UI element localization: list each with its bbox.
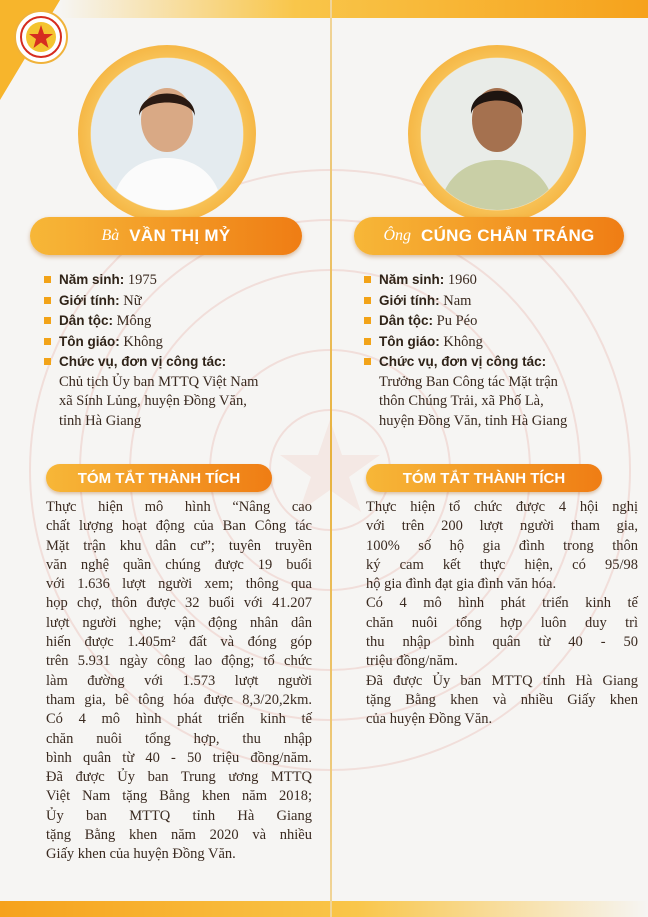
info-row: Giới tính: Nữ <box>44 291 314 312</box>
position-line: Trưởng Ban Công tác Mặt trận <box>379 373 558 390</box>
honorific: Bà <box>101 227 120 244</box>
position-line: tỉnh Hà Giang <box>59 412 142 429</box>
bullet-icon <box>364 358 371 365</box>
info-row: Năm sinh: 1975 <box>44 270 314 291</box>
info-row: Giới tính: Nam <box>364 291 634 312</box>
achievements-text: Thực hiện mô hình “Nâng cao chất lượng hoạt động của Ban Công tác Mặt trận khu dân cư”; tuyên truyền văn nghệ quần chúng được 19 buổi với 1.636 lượt người xem; thông qua họp chợ, thôn được 32 buổi với 41.207 lượt người nghe; vận động nhân dân hiến được 1.405m² đất và đóng góp trên 5.931 ngày công lao động; tổ chức làm đường với 1.573 lượt người tham gia, bê tông hóa được 8,3/20,2km. Có 4 mô hình phát triển kinh tế chăn nuôi tổng hợp, thu nhập bình quân từ 40 - 50 triệu đồng/năm. Đã được Ủy ban Trung ương MTTQ Việt Nam tặng Bằng khen năm 2018; Ủy ban MTTQ tỉnh Hà Giang tặng Bằng khen năm 2020 và nhiều Giấy khen của huyện Đồng Văn. <box>46 499 312 863</box>
info-row: Năm sinh: 1960 <box>364 270 634 291</box>
front-emblem-logo <box>14 10 68 64</box>
info-row: Tôn giáo: Không <box>44 332 314 353</box>
name-banner <box>354 217 624 255</box>
portrait-frame <box>408 45 586 223</box>
info-row: Dân tộc: Mông <box>44 311 314 332</box>
achievements-title: TÓM TẮT THÀNH TÍCH <box>366 464 602 492</box>
info-row: Tôn giáo: Không <box>364 332 634 353</box>
position-line: huyện Đồng Văn, tỉnh Hà Giang <box>379 412 568 429</box>
personal-info <box>364 270 634 431</box>
bullet-icon <box>364 338 371 345</box>
bullet-icon <box>364 317 371 324</box>
position-line: xã Sính Lủng, huyện Đồng Văn, <box>59 393 247 409</box>
person-name: VẦN THỊ MỶ <box>129 226 231 245</box>
top-decorative-bar <box>60 0 648 18</box>
person-name: CÚNG CHẲN TRÁNG <box>421 226 595 245</box>
position-line: Chủ tịch Ủy ban MTTQ Việt Nam <box>59 373 259 390</box>
position-line: thôn Chúng Trải, xã Phố Là, <box>379 393 544 409</box>
info-row: Chức vụ, đơn vị công tác: <box>364 352 634 373</box>
emblem-icon <box>19 15 63 59</box>
honorific: Ông <box>383 227 411 244</box>
column-divider <box>330 0 332 917</box>
bullet-icon <box>44 338 51 345</box>
achievements-title: TÓM TẮT THÀNH TÍCH <box>46 464 272 492</box>
portrait-photo <box>421 58 573 210</box>
name-banner <box>30 217 302 255</box>
portrait-photo <box>91 58 243 210</box>
bullet-icon <box>364 276 371 283</box>
bullet-icon <box>44 297 51 304</box>
info-row: Chức vụ, đơn vị công tác: <box>44 352 314 373</box>
bullet-icon <box>44 317 51 324</box>
bullet-icon <box>44 358 51 365</box>
personal-info <box>44 270 314 431</box>
portrait-frame <box>78 45 256 223</box>
info-row: Dân tộc: Pu Péo <box>364 311 634 332</box>
bullet-icon <box>44 276 51 283</box>
achievements-text: Thực hiện tổ chức được 4 hội nghị với trên 200 lượt người tham gia, 100% số hộ gia đình trong thôn ký cam kết thực hiện, có 95/98 hộ gia đình đạt gia đình văn hóa. Có 4 mô hình phát triển kinh tế chăn nuôi tổng hợp luôn duy trì thu nhập bình quân từ 40 - 50 triệu đồng/năm. Đã được Ủy ban MTTQ tỉnh Hà Giang tặng Bằng khen và nhiều Giấy khen của huyện Đồng Văn. <box>366 499 638 728</box>
bullet-icon <box>364 297 371 304</box>
bottom-decorative-bar <box>0 901 648 917</box>
